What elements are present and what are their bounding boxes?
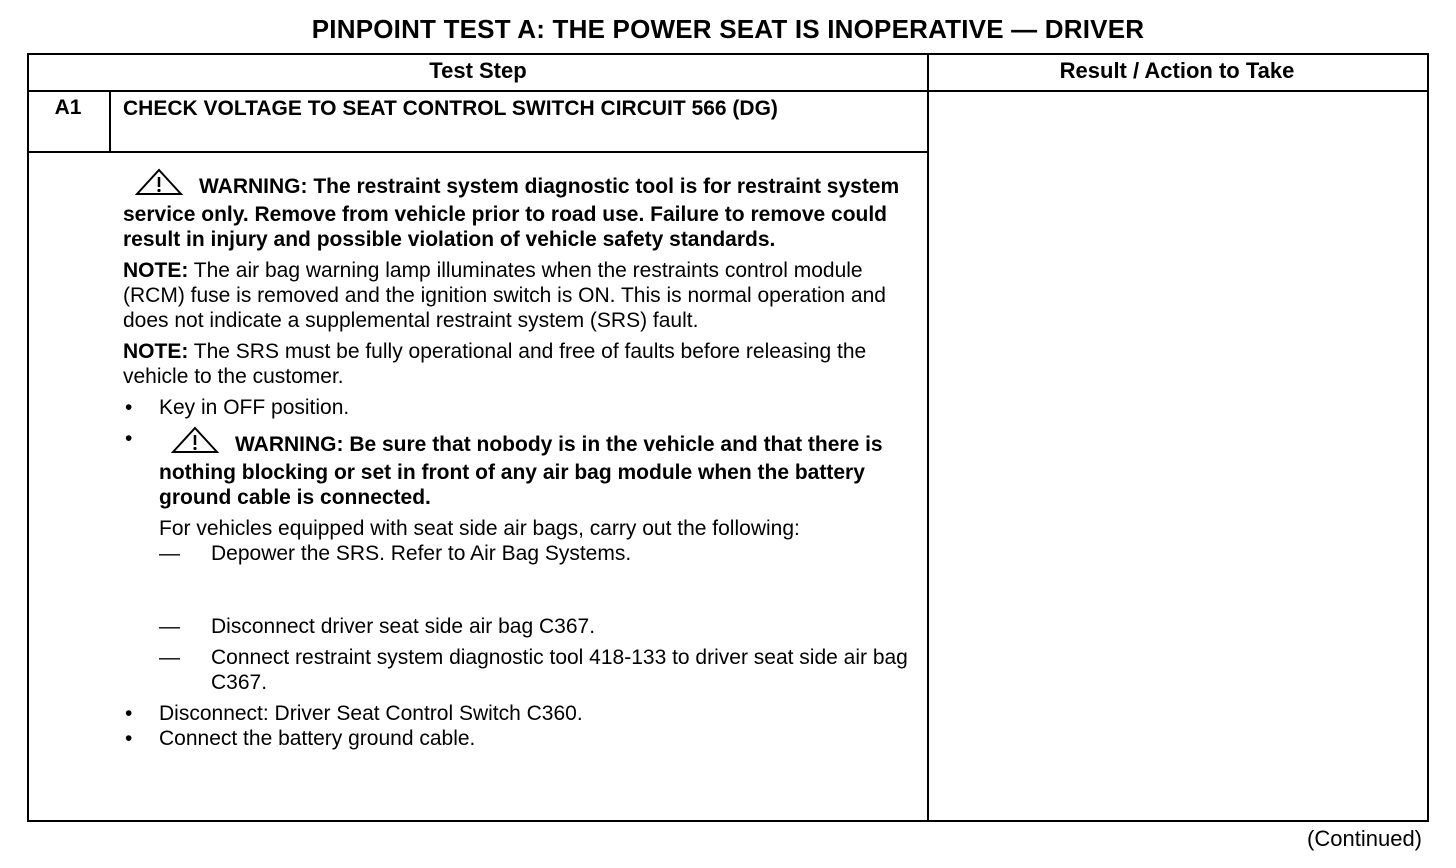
warning-restraint-tool: WARNING: The restraint system diagnostic tool is for restraint system service only. Remove from vehicle prior to road use. Failure to remove could result in injury and possible violation of vehicle safety standards. (123, 168, 913, 252)
list-item: — Disconnect driver seat side air bag C367. (159, 615, 596, 638)
step-instructions (123, 168, 913, 751)
warning-nobody-in-vehicle: • WARNING: Be sure that nobody is in the vehicle and that there is nothing blocking or set in front of any air bag module when the battery ground cable is connected. (159, 426, 913, 510)
step-title: CHECK VOLTAGE TO SEAT CONTROL SWITCH CIRCUIT 566 (DG) (123, 97, 778, 120)
continued-label: (Continued) (1307, 826, 1422, 851)
step-id-divider (109, 92, 111, 152)
list-item: • Disconnect: Driver Seat Control Switch C360. (123, 701, 913, 726)
header-result-action: Result / Action to Take (1059, 58, 1295, 83)
side-airbag-intro: For vehicles equipped with seat side air bags, carry out the following: (159, 517, 800, 540)
list-item (123, 426, 913, 541)
list-item: — Connect restraint system diagnostic tool 418-133 to driver seat side air bag C367. (159, 646, 908, 694)
header-divider (29, 90, 1427, 92)
page-title: PINPOINT TEST A: THE POWER SEAT IS INOPERATIVE — DRIVER (311, 14, 1145, 44)
column-divider (927, 55, 929, 820)
step-id: A1 (54, 96, 82, 119)
note-srs-operational: NOTE: The SRS must be fully operational and free of faults before releasing the vehicle to the customer. (123, 340, 867, 388)
step-title-divider (29, 151, 927, 153)
list-item: • Connect the battery ground cable. (123, 726, 913, 751)
header-test-step: Test Step (429, 58, 527, 83)
list-item: — Depower the SRS. Refer to Air Bag Systems. (159, 542, 632, 565)
list-item: • Key in OFF position. (123, 395, 913, 420)
warning-triangle-icon (171, 426, 219, 460)
note-airbag-lamp: NOTE: The air bag warning lamp illuminates when the restraints control module (RCM) fuse is removed and the ignition switch is ON. This is normal operation and does not indicate a supplemental restraint system (SRS) fault. (123, 259, 886, 332)
warning-triangle-icon (135, 168, 183, 202)
